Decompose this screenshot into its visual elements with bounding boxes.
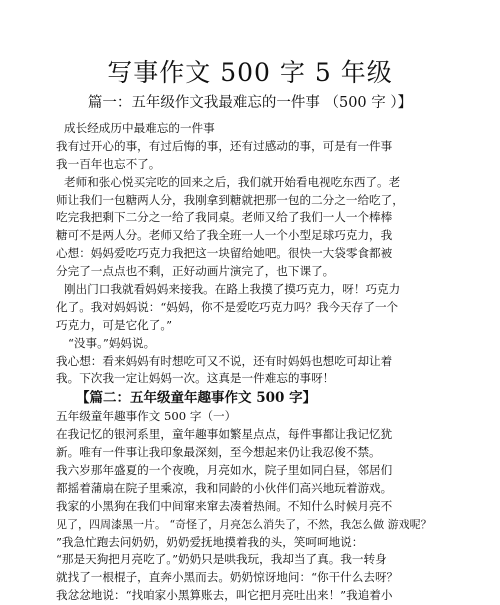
paragraph-line: 我忿忿地说：“找咱家小黑算账去，叫它把月亮吐出来！”我追着小 — [56, 588, 393, 603]
document-title: 写事作文 500 字 5 年级 — [107, 58, 393, 87]
paragraph-line: 糖可不是两人分。老师又给了我全班一人一个小型足球巧克力，我 — [56, 228, 393, 243]
paragraph-line: “没事。”妈妈说。 — [68, 335, 156, 350]
paragraph-line: 我心想：看来妈妈有时想吃可又不说，还有时妈妈也想吃可却让着 — [56, 353, 393, 368]
paragraph-line: 五年级童年趣事作文 500 字（一） — [56, 409, 237, 424]
paragraph-line: 我有过开心的事，有过后悔的事，还有过感动的事，可是有一件事 — [56, 138, 393, 153]
paragraph-line: 在我记忆的银河系里，童年趣事如繁星点点，每件事都让我记忆犹 — [56, 427, 393, 442]
document-subtitle: 篇一：五年级作文我最难忘的一件事 （500 字 ）】 — [87, 95, 413, 111]
section-2 — [56, 408, 456, 605]
paragraph-line: 我一百年也忘不了。 — [56, 156, 161, 171]
paragraph-line: 老师和张心悦买完吃的回来之后，我们就开始看电视吃东西了。老 — [64, 174, 401, 189]
paragraph-line: 新。唯有一件事让我印象最深刻，至今想起来仍让我忍俊不禁。 — [56, 445, 381, 460]
section-1 — [56, 120, 456, 388]
paragraph-line: 见了，四周漆黑一片。 “奇怪了，月亮怎么消失了，不然，我怎么做 游戏呢？ — [56, 517, 432, 531]
paragraph-line: 我。下次我一定让妈妈一次。这真是一件难忘的事呀！ — [56, 371, 335, 386]
document-body — [56, 120, 456, 605]
paragraph-line: 我家的小黑狗在我们中间窜来窜去凑着热闹。不知什么时候月亮不 — [56, 498, 393, 513]
paragraph-line: 刚出门口我就看妈妈来接我。在路上我摸了摸巧克力，呀！巧克力 — [64, 282, 401, 297]
paragraph-line: 都摇着蒲扇在院子里乘凉，我和同龄的小伙伴们高兴地玩着游戏。 — [56, 480, 393, 495]
paragraph-line: 我六岁那年盛夏的一个夜晚，月亮如水，院子里如同白昼，邻居们 — [56, 463, 393, 478]
paragraph-line: 师让我们一包糖两人分，我刚拿到糖就把那一包的二分之一给吃了， — [56, 192, 404, 207]
paragraph-line: 成长经成历中最难忘的一件事 — [64, 121, 215, 135]
paragraph-line: 吃完我把剩下二分之一给了我同桌。老师又给了我们一人一个棒棒 — [56, 210, 393, 225]
paragraph-line: 化了。我对妈妈说：“妈妈，你不是爱吃巧克力吗？我今天存了一个 — [56, 299, 399, 314]
paragraph-line: 巧克力，可是它化了。” — [56, 317, 173, 332]
paragraph-line: ”我急忙跑去问奶奶，奶奶爱抚地摸着我的头，笑呵呵地说： — [56, 534, 364, 549]
paragraph-line: 分完了一点点也不剩，正好动画片演完了，也下课了。 — [56, 264, 335, 279]
paragraph-line: 心想：妈妈爱吃巧克力我把这一块留给她吧。很快一大袋零食都被 — [56, 246, 393, 261]
section-2-heading: 【篇二：五年级童年趣事作文 500 字】 — [76, 390, 317, 407]
paragraph-line: “那是天狗把月亮吃了。”奶奶只是哄我玩，我却当了真。我一转身 — [56, 552, 387, 567]
paragraph-line: 就找了一根棍子，直奔小黑而去。奶奶惊讶地问：“你干什么去呀？ — [56, 570, 399, 585]
